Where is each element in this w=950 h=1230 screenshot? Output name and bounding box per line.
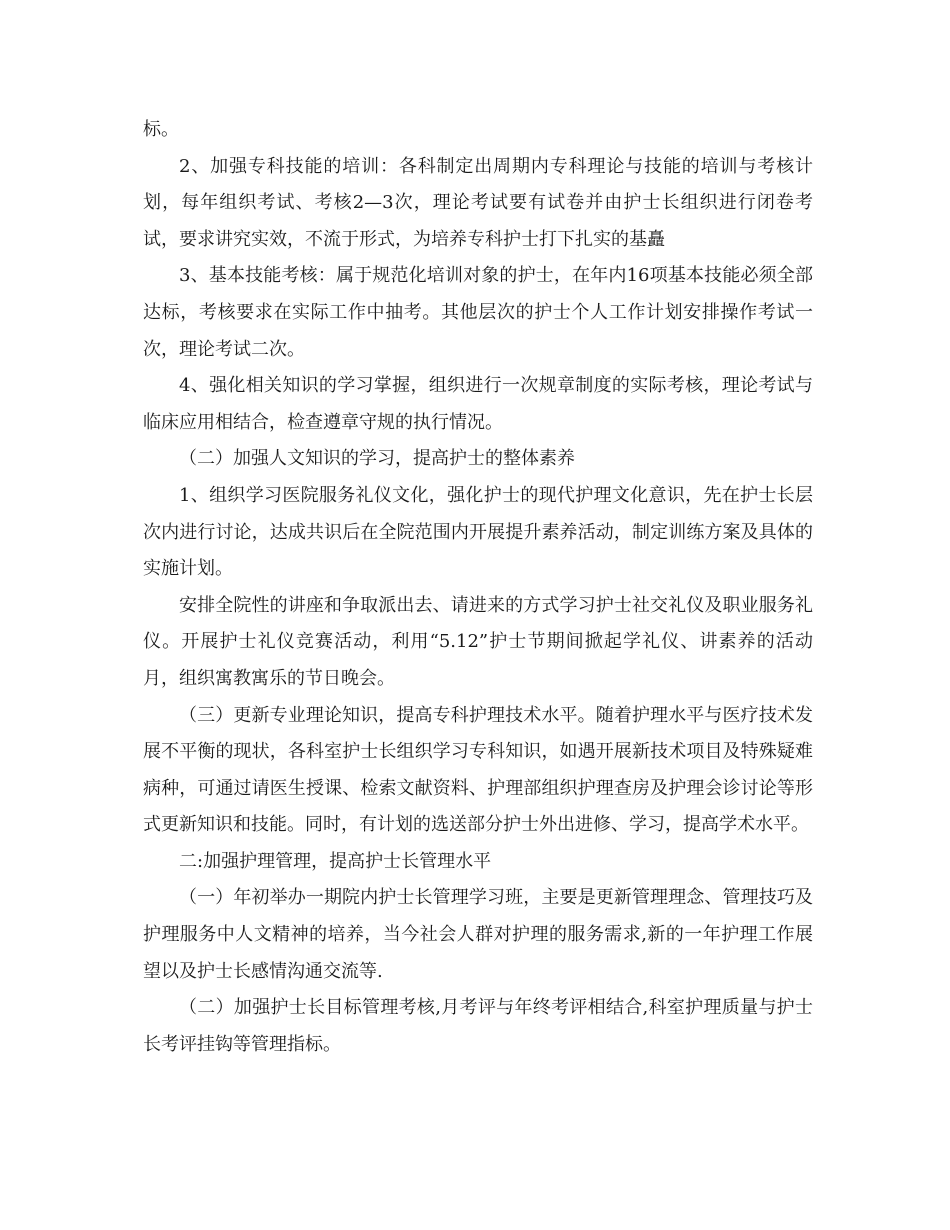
document-body [143, 112, 813, 1063]
paragraph-basic-skill-assessment: 3、基本技能考核：属于规范化培训对象的护士，在年内16项基本技能必须全部达标，考核要求在实际工作中抽考。其他层次的护士个人工作计划安排操作考试一次，理论考试二次。 [143, 265, 813, 360]
paragraph-etiquette-culture: 1、组织学习医院服务礼仪文化，强化护士的现代护理文化意识，先在护士长层次内进行讨论，达成共识后在全院范围内开展提升素养活动，制定训练方案及具体的实施计划。 [143, 484, 813, 580]
section-heading-humanities: （二）加强人文知识的学习，提高护士的整体素养 [179, 448, 575, 470]
paragraph-head-nurse-training: （一）年初举办一期院内护士长管理学习班，主要是更新管理理念、管理技巧及护理服务中人文精神的培养，当今社会人群对护理的服务需求,新的一年护理工作展望以及护士长感情沟通交流等. [143, 887, 813, 982]
section-heading-management: 二:加强护理管理，提高护士长管理水平 [179, 850, 492, 872]
paragraph-target-management: （二）加强护士长目标管理考核,月考评与年终考评相结合,科室护理质量与护士长考评挂钩等管理指标。 [143, 997, 813, 1055]
paragraph-professional-knowledge: （三）更新专业理论知识，提高专科护理技术水平。随着护理水平与医疗技术发展不平衡的现状，各科室护士长组织学习专科知识，如遇开展新技术项目及特殊疑难病种，可通过请医生授课、检索文献资料、护理部组织护理查房及护理会诊讨论等形式更新知识和技能。同时，有计划的选送部分护士外出进修、学习，提高学术水平。 [143, 704, 813, 836]
paragraph-continuation: 标。 [143, 119, 179, 140]
paragraph-specialty-skill-training: 2、加强专科技能的培训：各科制定出周期内专科理论与技能的培训与考核计划，每年组织考试、考核2—3次，理论考试要有试卷并由护士长组织进行闭卷考试，要求讲究实效，不流于形式，为培养专科护士打下扎实的基矗 [143, 155, 813, 250]
paragraph-lectures-activities: 安排全院性的讲座和争取派出去、请进来的方式学习护士社交礼仪及职业服务礼仪。开展护士礼仪竞赛活动，利用“5.12”护士节期间掀起学礼仪、讲素养的活动月，组织寓教寓乐的节日晚会。 [143, 594, 813, 689]
paragraph-knowledge-mastery: 4、强化相关知识的学习掌握，组织进行一次规章制度的实际考核，理论考试与临床应用相结合，检查遵章守规的执行情况。 [143, 375, 813, 433]
